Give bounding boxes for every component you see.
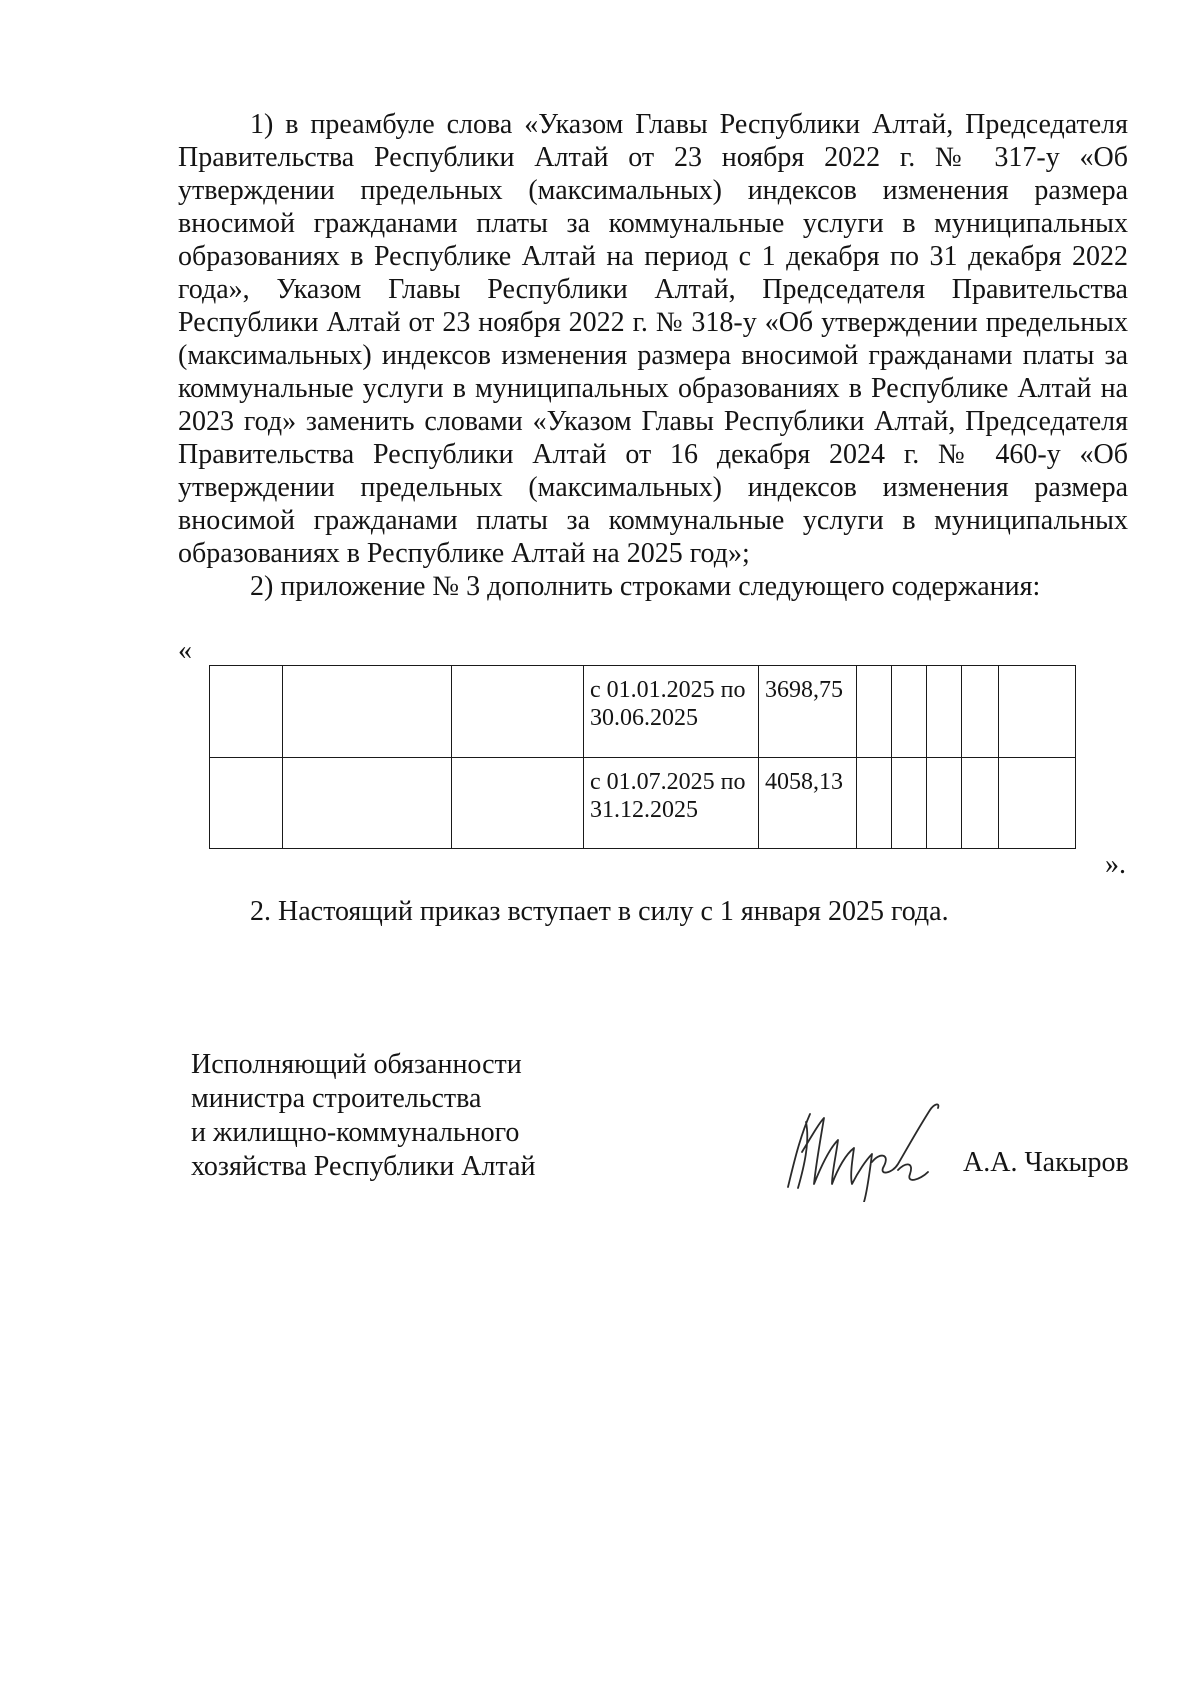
signer-title-line: и жилищно-коммунального: [191, 1117, 520, 1148]
opening-quote-mark: «: [178, 635, 192, 666]
table-cell: [210, 666, 283, 758]
handwritten-signature: [780, 1092, 945, 1202]
table-cell: [999, 666, 1076, 758]
signer-title-line: Исполняющий обязанности: [191, 1049, 522, 1080]
table-cell: [892, 666, 927, 758]
period-cell: с 01.01.2025 по 30.06.2025: [584, 666, 759, 758]
signer-name: А.А. Чакыров: [963, 1147, 1129, 1178]
table-cell: [452, 757, 584, 849]
paragraph-appendix-amendment: 2) приложение № 3 дополнить строками следующего содержания:: [250, 571, 1041, 602]
value-cell: 3698,75: [759, 666, 857, 758]
appendix-table: [209, 665, 1076, 849]
signer-title-line: хозяйства Республики Алтай: [191, 1151, 536, 1182]
table-cell: [857, 666, 892, 758]
table-cell: [452, 666, 584, 758]
table-row: [210, 666, 1076, 758]
table-cell: [927, 757, 962, 849]
signer-title-line: министра строительства: [191, 1083, 482, 1114]
table-cell: [283, 666, 452, 758]
table-cell: [210, 757, 283, 849]
signer-title: [191, 1048, 611, 1184]
table-cell: [283, 757, 452, 849]
table-cell: [927, 666, 962, 758]
paragraph-preamble-amendment: 1) в преамбуле слова «Указом Главы Республики Алтай, Председателя Правительства Республики Алтай от 23 ноября 2022 г. № 317-у «Об утверждении предельных (максимальных) индексов изменения размера вносимой гражданами платы за коммунальные услуги в муниципальных образованиях в Республике Алтай на период с 1 декабря по 31 декабря 2022 года», Указом Главы Республики Алтай, Председателя Правительства Республики Алтай от 23 ноября 2022 г. № 318-у «Об утверждении предельных (максимальных) индексов изменения размера вносимой гражданами платы за коммунальные услуги в муниципальных образованиях в Республике Алтай на 2023 год» заменить словами «Указом Главы Республики Алтай, Председателя Правительства Республики Алтай от 16 декабря 2024 г. № 460-у «Об утверждении предельных (максимальных) индексов изменения размера вносимой гражданами платы за коммунальные услуги в муниципальных образованиях в Республике Алтай на 2025 год»;: [178, 109, 1128, 569]
table-cell: [999, 757, 1076, 849]
table-cell: [892, 757, 927, 849]
body-text: [178, 108, 1128, 603]
table-cell: [857, 757, 892, 849]
closing-quote-mark: ».: [1105, 849, 1126, 880]
effective-date-clause: 2. Настоящий приказ вступает в силу с 1 января 2025 года.: [250, 896, 949, 927]
period-cell: с 01.07.2025 по 31.12.2025: [584, 757, 759, 849]
table-cell: [962, 666, 999, 758]
table-row: [210, 757, 1076, 849]
table-cell: [962, 757, 999, 849]
value-cell: 4058,13: [759, 757, 857, 849]
